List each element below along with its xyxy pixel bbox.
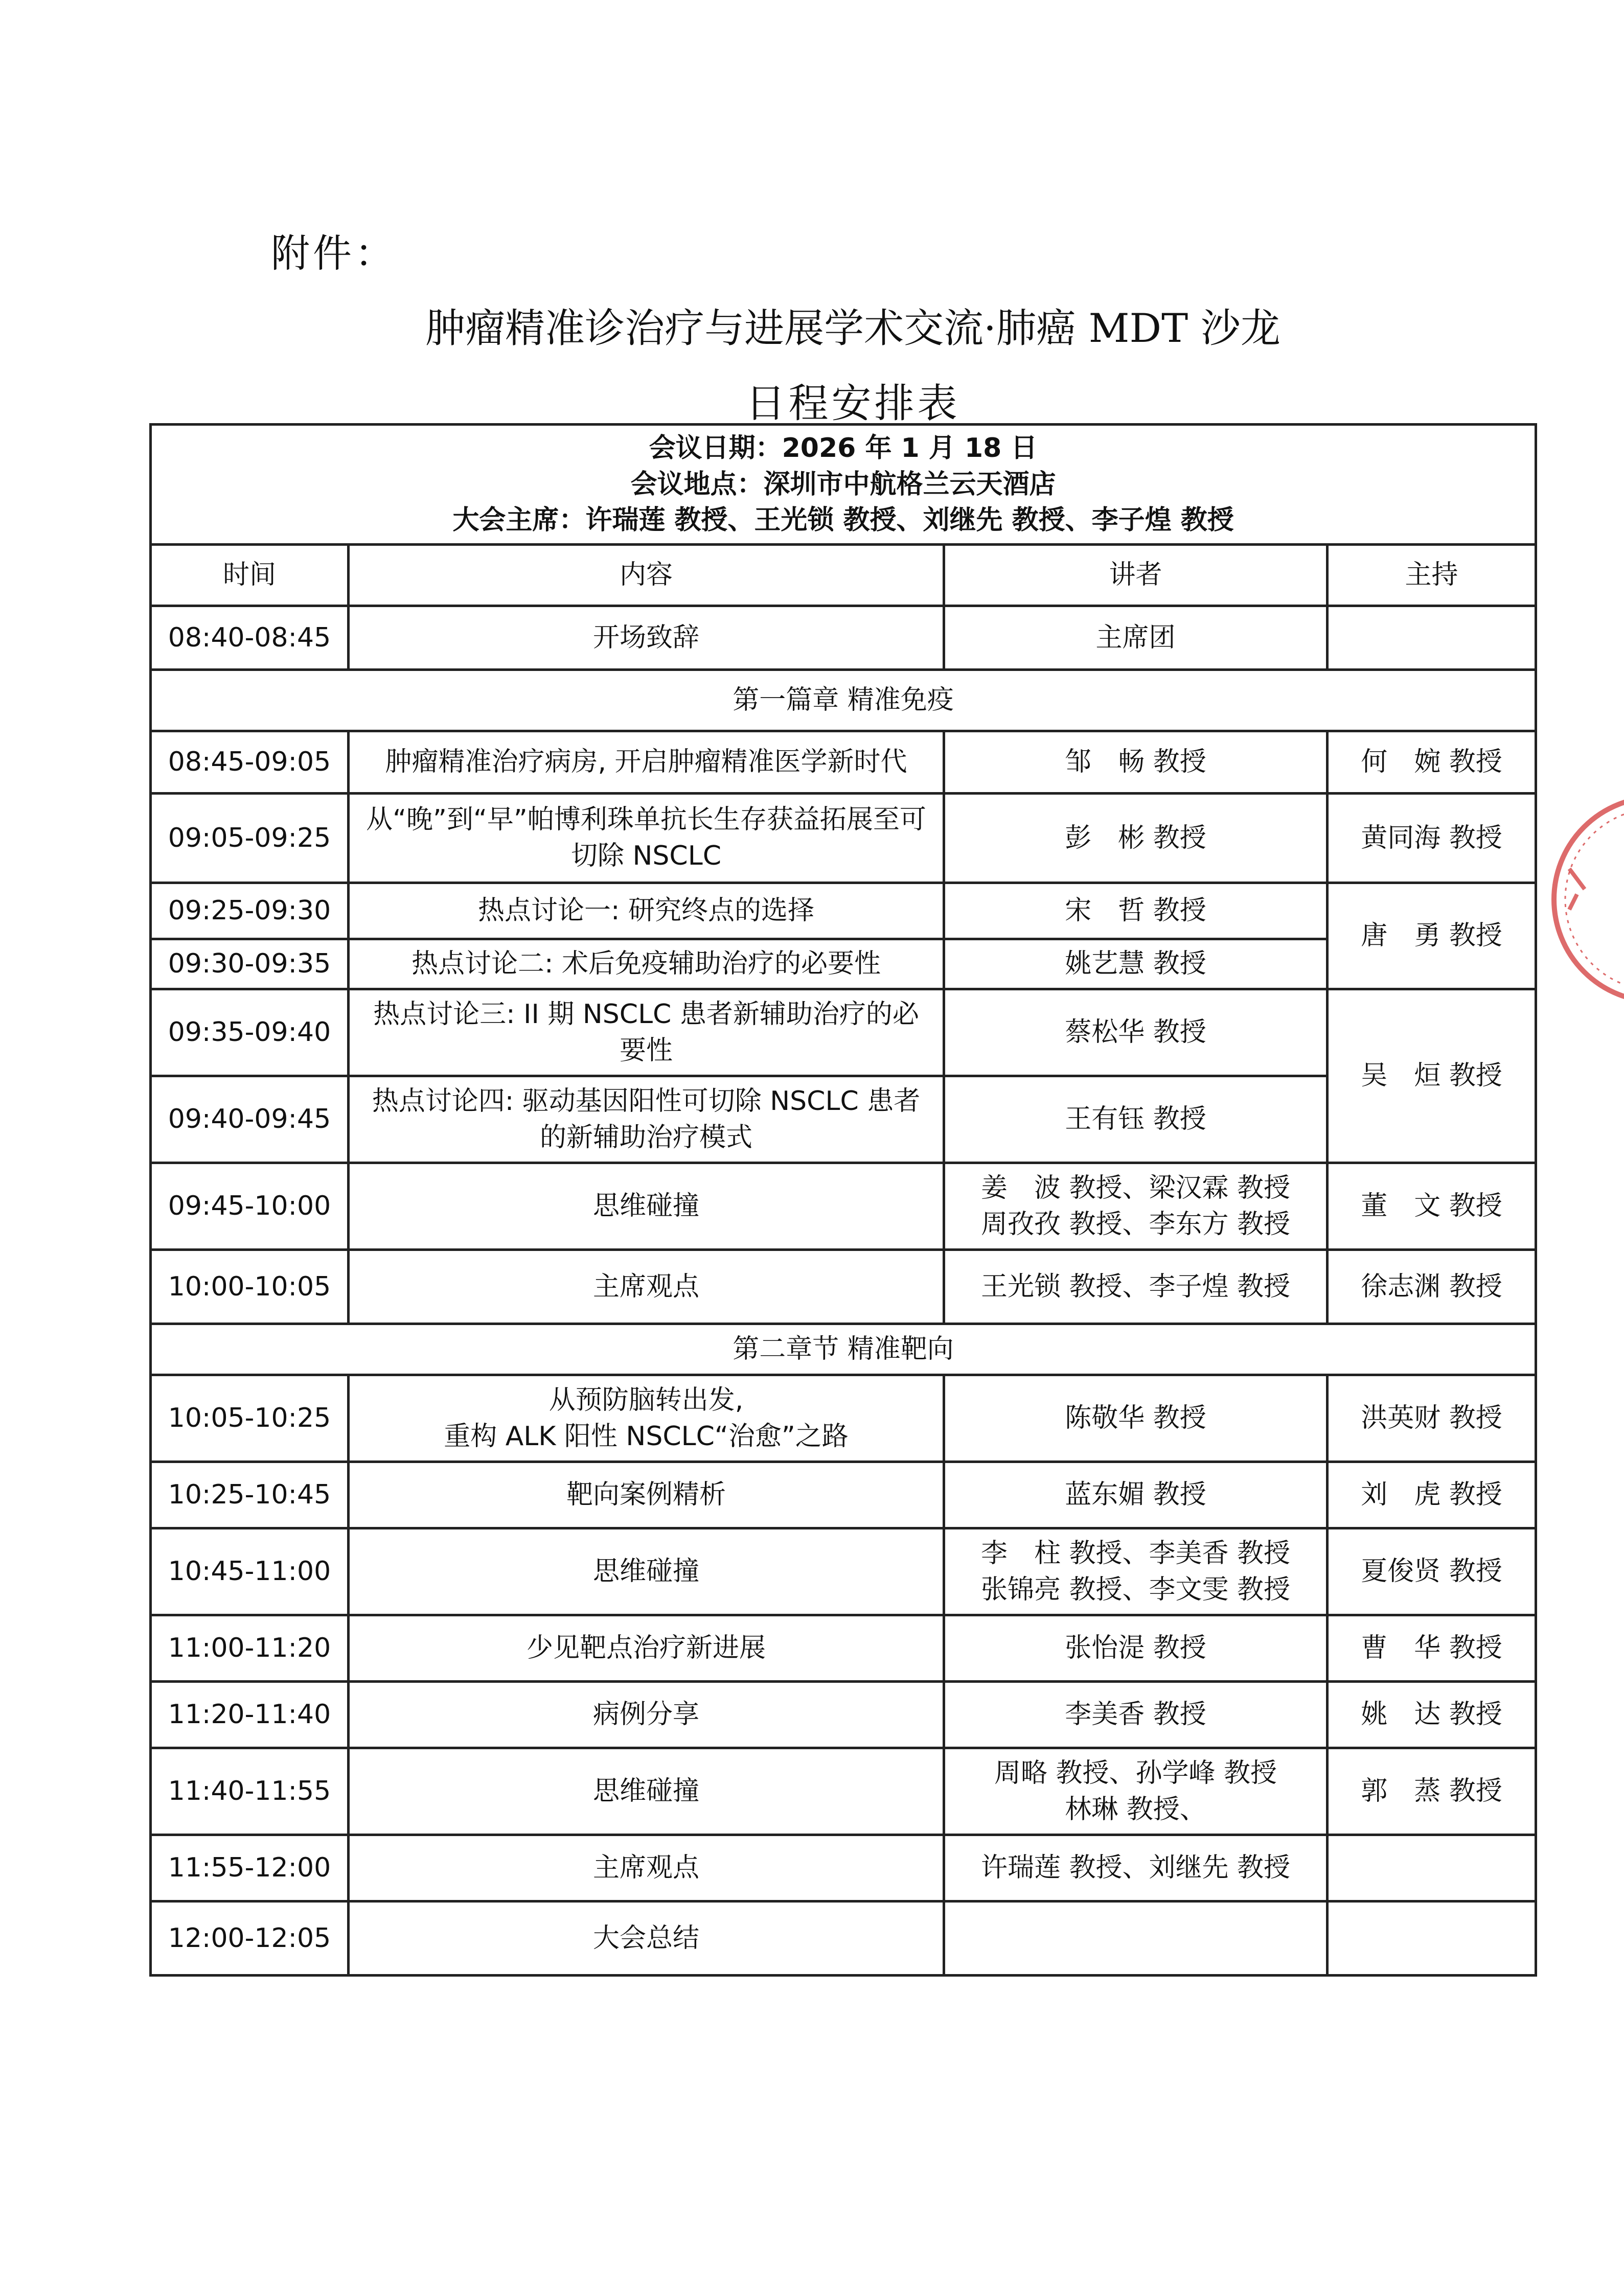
table-row: [151, 1682, 1536, 1748]
speaker-line: 李 柱 教授、李美香 教授: [980, 1538, 1291, 1569]
row-speaker: [944, 1901, 1328, 1976]
row-host: [1328, 1901, 1536, 1976]
meeting-chairs: 大会主席：许瑞莲 教授、王光锁 教授、刘继先 教授、李子煌 教授: [452, 505, 1234, 536]
row-speaker: [944, 1528, 1328, 1615]
meeting-date: 会议日期：2026 年 1 月 18 日: [649, 432, 1038, 463]
seal-outer-ring: [1554, 797, 1624, 1002]
row-host: [1328, 606, 1536, 670]
speaker-line: 周孜孜 教授、李东方 教授: [980, 1209, 1291, 1240]
row-time: 09:45-10:00: [151, 1163, 349, 1250]
table-row: [151, 731, 1536, 794]
row-content: 肿瘤精准治疗病房, 开启肿瘤精准医学新时代: [349, 731, 944, 794]
row-content: 病例分享: [349, 1682, 944, 1748]
speaker-line: 周略 教授、孙学峰 教授: [994, 1757, 1277, 1789]
row-speaker: 张怡湜 教授: [944, 1615, 1328, 1682]
row-time: 10:00-10:05: [151, 1250, 349, 1324]
table-row: [151, 1528, 1536, 1615]
row-speaker: 主席团: [944, 606, 1328, 670]
row-host: 徐志渊 教授: [1328, 1250, 1536, 1324]
row-speaker: 宋 哲 教授: [944, 883, 1328, 939]
row-time: 09:40-09:45: [151, 1076, 349, 1163]
row-content: 热点讨论三: II 期 NSCLC 患者新辅助治疗的必要性: [349, 989, 944, 1076]
meeting-info: [151, 425, 1536, 545]
row-speaker: [944, 1163, 1328, 1250]
section-title: 第二章节 精准靶向: [151, 1324, 1536, 1375]
row-host: 刘 虎 教授: [1328, 1462, 1536, 1528]
row-time: 11:55-12:00: [151, 1835, 349, 1901]
speaker-line: 姜 波 教授、梁汉霖 教授: [980, 1172, 1291, 1203]
table-row: [151, 1250, 1536, 1324]
row-content: 思维碰撞: [349, 1748, 944, 1835]
row-time: 11:00-11:20: [151, 1615, 349, 1682]
table-row: [151, 606, 1536, 670]
row-content: 思维碰撞: [349, 1163, 944, 1250]
row-speaker: 邹 畅 教授: [944, 731, 1328, 794]
row-speaker: 彭 彬 教授: [944, 794, 1328, 883]
attachment-label: 附件：: [271, 230, 397, 276]
content-line: 从预防脑转出发,: [548, 1384, 744, 1416]
row-time: 08:40-08:45: [151, 606, 349, 670]
meeting-venue: 会议地点：深圳市中航格兰云天酒店: [630, 469, 1056, 500]
header-time: 时间: [151, 545, 349, 606]
row-host: 董 文 教授: [1328, 1163, 1536, 1250]
row-time: 09:05-09:25: [151, 794, 349, 883]
row-time: 09:25-09:30: [151, 883, 349, 939]
seal-mark: [1569, 869, 1585, 910]
row-content: 少见靶点治疗新进展: [349, 1615, 944, 1682]
table-row: [151, 883, 1536, 939]
row-time: 10:45-11:00: [151, 1528, 349, 1615]
row-host: [1328, 1835, 1536, 1901]
red-seal-stamp: [1549, 767, 1624, 1032]
table-row: [151, 1375, 1536, 1462]
row-speaker: [944, 1748, 1328, 1835]
row-speaker: 王有钰 教授: [944, 1076, 1328, 1163]
table-row: [151, 1748, 1536, 1835]
row-speaker: 王光锁 教授、李子煌 教授: [944, 1250, 1328, 1324]
table-row: [151, 794, 1536, 883]
row-time: 12:00-12:05: [151, 1901, 349, 1976]
row-host: 姚 达 教授: [1328, 1682, 1536, 1748]
row-host: 曹 华 教授: [1328, 1615, 1536, 1682]
row-speaker: 陈敬华 教授: [944, 1375, 1328, 1462]
row-time: 09:30-09:35: [151, 939, 349, 989]
section-row: [151, 1324, 1536, 1375]
section-title: 第一篇章 精准免疫: [151, 670, 1536, 731]
schedule-table: [149, 423, 1537, 1977]
speaker-line: 林琳 教授、: [1065, 1794, 1206, 1825]
table-row: [151, 1163, 1536, 1250]
table-row: [151, 1462, 1536, 1528]
page-title: 肿瘤精准诊治疗与进展学术交流·肺癌 MDT 沙龙: [425, 306, 1280, 352]
section-row: [151, 670, 1536, 731]
row-speaker: 蓝东媚 教授: [944, 1462, 1328, 1528]
table-row: [151, 989, 1536, 1076]
row-content: 开场致辞: [349, 606, 944, 670]
row-content: 热点讨论二: 术后免疫辅助治疗的必要性: [349, 939, 944, 989]
row-content: 主席观点: [349, 1835, 944, 1901]
row-host: 郭 蒸 教授: [1328, 1748, 1536, 1835]
row-host: 唐 勇 教授: [1328, 883, 1536, 989]
row-time: 11:40-11:55: [151, 1748, 349, 1835]
row-content: 主席观点: [349, 1250, 944, 1324]
header-speaker: 讲者: [944, 545, 1328, 606]
header-host: 主持: [1328, 545, 1536, 606]
row-content: 热点讨论一: 研究终点的选择: [349, 883, 944, 939]
table-row: [151, 1835, 1536, 1901]
row-speaker: 许瑞莲 教授、刘继先 教授: [944, 1835, 1328, 1901]
row-content: 靶向案例精析: [349, 1462, 944, 1528]
header-row: [151, 545, 1536, 606]
row-time: 10:05-10:25: [151, 1375, 349, 1462]
table-row: [151, 1615, 1536, 1682]
speaker-line: 张锦亮 教授、李文雯 教授: [980, 1574, 1291, 1605]
header-content: 内容: [349, 545, 944, 606]
row-content: 思维碰撞: [349, 1528, 944, 1615]
row-host: 夏俊贤 教授: [1328, 1528, 1536, 1615]
row-host: 黄同海 教授: [1328, 794, 1536, 883]
row-content: 从“晚”到“早”帕博利珠单抗长生存获益拓展至可切除 NSCLC: [349, 794, 944, 883]
row-time: 10:25-10:45: [151, 1462, 349, 1528]
row-content: 热点讨论四: 驱动基因阳性可切除 NSCLC 患者的新辅助治疗模式: [349, 1076, 944, 1163]
row-host: 吴 烜 教授: [1328, 989, 1536, 1163]
row-content: [349, 1375, 944, 1462]
info-row: [151, 425, 1536, 545]
row-speaker: 姚艺慧 教授: [944, 939, 1328, 989]
row-speaker: 李美香 教授: [944, 1682, 1328, 1748]
row-host: 何 婉 教授: [1328, 731, 1536, 794]
row-speaker: 蔡松华 教授: [944, 989, 1328, 1076]
row-time: 09:35-09:40: [151, 989, 349, 1076]
row-time: 08:45-09:05: [151, 731, 349, 794]
table-row: [151, 1901, 1536, 1976]
content-line: 重构 ALK 阳性 NSCLC“治愈”之路: [444, 1421, 849, 1452]
row-content: 大会总结: [349, 1901, 944, 1976]
row-time: 11:20-11:40: [151, 1682, 349, 1748]
row-host: 洪英财 教授: [1328, 1375, 1536, 1462]
page-subtitle: 日程安排表: [745, 381, 960, 427]
